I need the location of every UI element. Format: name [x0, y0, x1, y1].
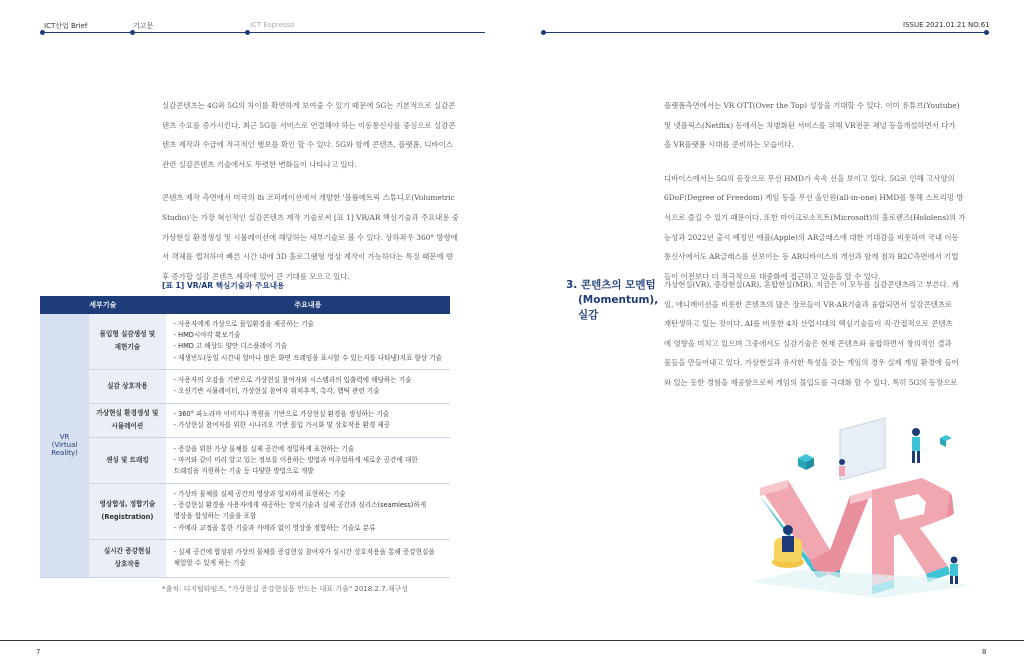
page-number-right: 8: [982, 648, 987, 656]
section-body-text: 가상현실(VR), 증강현실(AR), 혼합현실(MR). 지금은 이 모두를 실감콘텐츠라고 부른다. 게 임, 애니메이션을 비롯한 콘텐츠의 많은 장르들이 VR·AR기술과 융합되면서 실감콘텐츠로 재탄생하고 있는 것이다. AI를 비롯한 4차 산업시대의 핵심기술들이 직·간접적으로 콘텐츠 에 영향을 미치고 있으며 그중에서도 실감기술은 현재 콘텐츠와 융합하면서 창의적인 결과 물들을 만들어내고 있다. 가상현실과 유사한 특성을 갖는 게임의 경우 실제 게임 환경에 들어 와 있는 듯한 경험을 제공함으로써 게임의 몰입도를 극대화 할 수 있다. 특히 5G의 등장으로: [664, 280, 959, 387]
subtech-cell: 실감 상호작용: [89, 369, 166, 403]
left-body-text: [162, 96, 482, 294]
desc-cell: - 사용자에게 가상으로 몰입환경을 제공하는 기술 - HMD시야각 확보기술 - HMD 고 해상도 양안 디스플레이 기술 - 재생빈도(동일 시간내 얼마나 많은 화면 프레임을 표시할 수 있는지를 나타냄)지표 향상 기술: [166, 314, 450, 369]
illustration-letters: VR: [860, 540, 862, 541]
table-row: [40, 369, 450, 403]
person-right: [950, 557, 958, 585]
person-small: [839, 459, 845, 476]
header-section: 기고문: [133, 22, 154, 30]
section-heading: 3. 콘텐츠의 모멘텀 (Momentum), 실감: [566, 279, 659, 321]
paragraph: 콘텐츠 제작 측면에서 미국의 8i 코퍼레이션에서 개발한 '볼륨메트릭 스튜디오(Volumetric Studio)'는 가장 혁신적인 실감콘텐츠 제작 기술로써 [표 1] VR/AR 핵심기술과 주요내용 중 가상현실 환경생성 및 시뮬레이션에 해당하는 세부기술로 볼 수 있다. 상하좌우 360° 방향에 서 객체를 캡쳐하여 빠른 시간 내에 3D 홀로그램형 영상 제작이 가능하다는 특징 때문에 향 후 증가할 실감 콘텐츠 제작에 있어 큰 기대를 모으고 있다.: [162, 193, 459, 281]
paragraph: 플랫폼측면에서는 VR OTT(Over the Top) 성장을 기대할 수 있다. 이미 유튜브(Youtube) 및 넷플릭스(Netflix) 등에서는 차별화된 서비스를 위해 VR전문 채널 등을개설하면서 다가 올 VR플랫폼 시대를 준비하는 모습이다.: [664, 101, 960, 150]
subtech-cell: 가상현실 환경생성 및 시뮬레이션: [89, 403, 166, 437]
table-caption: [표 1] VR/AR 핵심기술과 주요내용: [162, 281, 285, 290]
table-row: [40, 314, 450, 369]
desc-cell: - 가상의 물체를 실제 공간의 영상과 일치하게 표현하는 기술 - 증강현실 환경을 사용자에게 제공하는 장치기술과 실제 공간과 심리스(seamless)하게 영상을 합성하는 기술을 포함 - 카메라 교정을 통한 기술과 카메라 없이 영상을 정합하는 기술로 분류: [166, 483, 450, 539]
header-dot: [541, 30, 546, 35]
table-header-row: [40, 296, 450, 314]
table-row: [40, 437, 450, 483]
table-row: [40, 403, 450, 437]
subtech-cell: 몰입형 실감생성 및 재현기술: [89, 314, 166, 369]
vr-illustration: [740, 410, 980, 600]
floating-screen: [840, 418, 885, 480]
subtech-cell: 센싱 및 트래킹: [89, 437, 166, 483]
header-issue: ISSUE 2021.01.21 NO.61: [903, 21, 990, 29]
header-rule-right: [541, 32, 989, 33]
header-dot: [245, 30, 250, 35]
table-header-cell: 세부기술: [40, 296, 166, 314]
header-brand: ICT산업 Brief: [44, 22, 88, 30]
vr-ar-table: [40, 296, 450, 578]
subtech-cell: 영상합성, 정합기술 (Registration): [89, 483, 166, 539]
desc-cell: - 360° 파노라마 이미지나 복원을 기반으로 가상현실 환경을 생성하는 기술 - 가상현실 참여자를 위한 시나리오 기반 몰입 가시화 및 상호작용 환경 제공: [166, 403, 450, 437]
paragraph: 디바이스에서는 5G의 등장으로 무선 HMD가 속속 선을 보이고 있다. 5G로 인해 고사양의 6DoF(Degree of Freedom) 게임 등을 무선 올인원(all-in-one) HMD를 통해 스트리밍 방 식으로 즐길 수 있기 때문이다. 또한 마이크로소프트(Microsoft)의 홀로렌즈(Hololens)의 가 능성과 2022년 출시 예정인 애플(Apple)의 AR글래스에 대한 기대감을 비롯하여 국내 이동 통신사에서도 AR글래스를 선보이는 등 AR디바이스의 개선과 함께 점차 B2C측면에서 기업 들이 이전보다 더 적극적으로 대중화에 접근하고 있음을 알 수 있다.: [664, 173, 966, 281]
desc-cell: - 사용자의 오감을 기반으로 가상현실 참여자와 시스템과의 입출력에 해당하는 기술 - 오션기반 시뮬레이터, 가상현실 참여자 위치추적, 촉각, 햅틱 관련 기술: [166, 369, 450, 403]
footer-rule: [0, 640, 1024, 641]
page-number-left: 7: [36, 648, 41, 656]
right-body-text: [664, 96, 990, 294]
header-subtitle: ICT Espresso: [250, 21, 295, 29]
header-rule-left: [40, 32, 485, 33]
header-dot: [130, 30, 135, 35]
desc-cell: - 증강을 위한 가상 물체를 실제 공간에 정밀하게 표현하는 기술 - 마커와 같이 미리 알고 있는 정보를 이용하는 방법과 비주얼하게 새로운 공간에 대한 트래킹을 지원하는 기술 등 다양한 방법으로 개발: [166, 437, 450, 483]
desc-cell: - 실제 공간에 합성된 가상의 물체를 증강현실 참여자가 실시간 상호작용을 통해 증강현실을 체험할 수 있게 하는 기술: [166, 539, 450, 577]
header-dot: [984, 30, 989, 35]
header-dot: [40, 30, 45, 35]
table-header-cell: 주요내용: [166, 296, 450, 314]
person-standing: [912, 428, 920, 463]
subtech-cell: 실시간 증강현실 상호작용: [89, 539, 166, 577]
paragraph: 실감콘텐츠는 4G와 5G의 차이를 확연하게 보여줄 수 있기 때문에 5G는 기본적으로 실감콘 텐츠 수요를 증가시킨다. 최근 5G를 서비스로 연결해야 하는 이동통신사를 중심으로 실감콘 텐츠 제작과 수급에 적극적인 행보를 확인 할 수 있다. 5G와 함께 콘텐츠, 플랫폼, 디바이스 관련 실감콘텐츠 기술에서도 뚜렷한 변화들이 나타나고 있다.: [162, 101, 456, 169]
category-cell: VR (Virtual Reality): [40, 314, 89, 577]
table-source: *출처: 디지털타임즈, "가상현실 증강현실을 만드는 대표 기술" 2018.2.7.재구성: [162, 585, 409, 593]
table-row: [40, 539, 450, 577]
table-row: [40, 483, 450, 539]
